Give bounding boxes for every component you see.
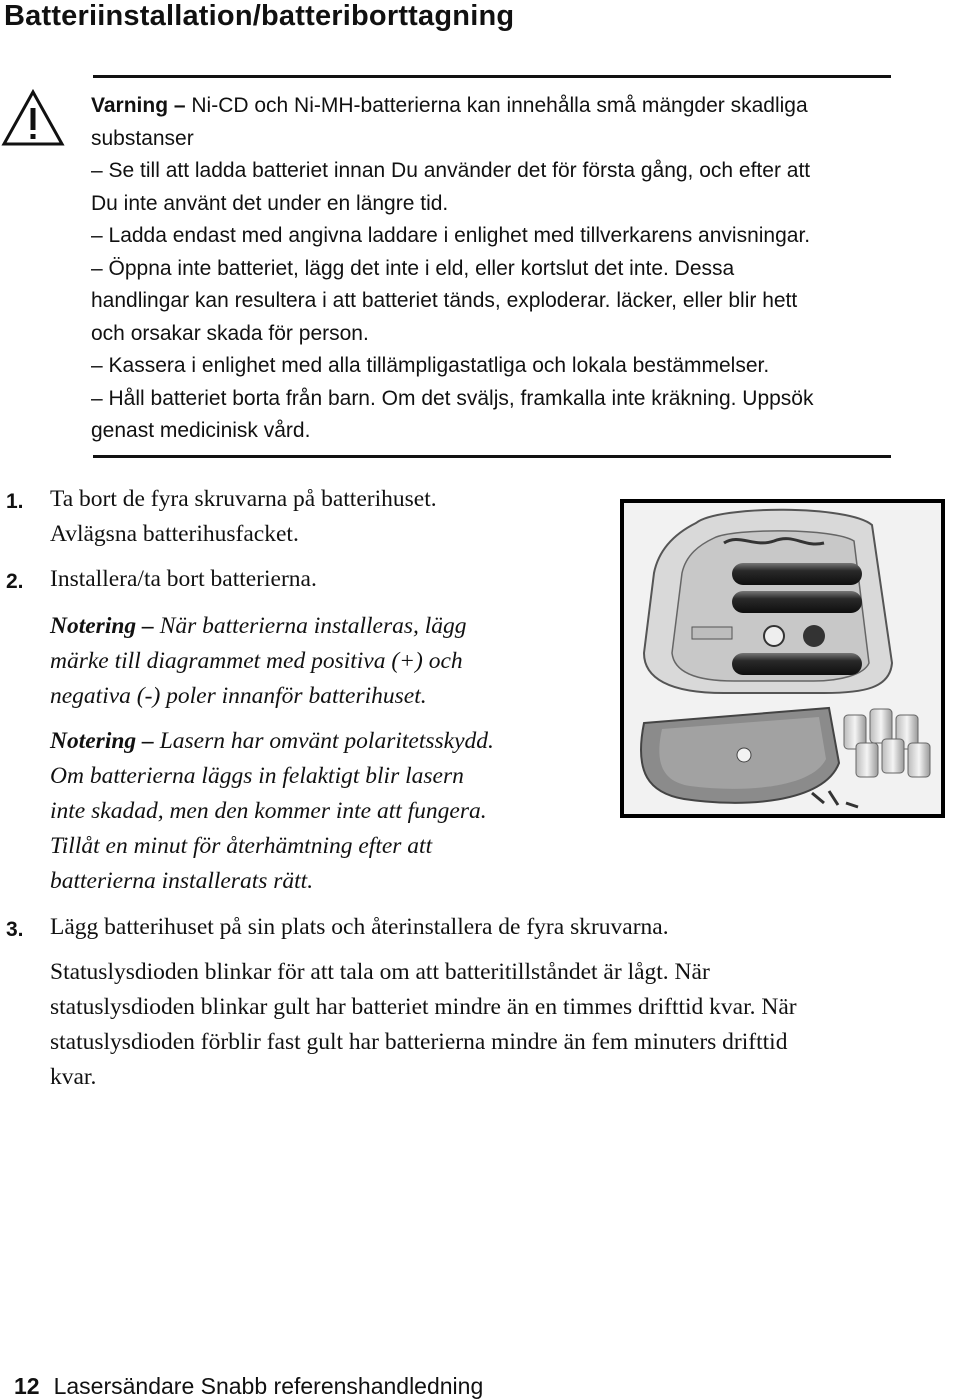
warning-line: – Öppna inte batteriet, lägg det inte i eld, eller kortslut det inte. Dessa: [91, 256, 735, 280]
note-2-line: Tillåt en minut för återhämtning efter att: [50, 833, 433, 859]
warning-line: – Kassera i enlighet med alla tillämpligastatliga och lokala bestämmelser.: [91, 354, 770, 377]
note-2-line: inte skadad, men den kommer inte att fungera.: [50, 798, 487, 824]
status-text: kvar.: [50, 1064, 97, 1090]
note-2-lead: Notering –: [50, 728, 154, 754]
step-2-number: 2.: [6, 570, 24, 593]
step-2-text: Installera/ta bort batterierna.: [50, 566, 317, 592]
note-2-line: batterierna installerats rätt.: [50, 868, 314, 894]
note-2-text: Lasern har omvänt polaritetsskydd.: [159, 728, 494, 754]
warning-line: handlingar kan resultera i att batteriet tänds, exploderar. läcker, eller blir hett: [91, 289, 798, 312]
warning-line: genast medicinisk vård.: [91, 419, 311, 442]
warning-line: substanser: [91, 126, 194, 150]
warning-bottom-rule: [93, 455, 891, 458]
warning-line: och orsakar skada för person.: [91, 321, 369, 345]
warning-line: – Ladda endast med angivna laddare i enlighet med tillverkarens anvisningar.: [91, 224, 811, 247]
note-1-text: När batterierna installeras, lägg: [159, 613, 467, 639]
warning-line: Du inte använt det under en längre tid.: [91, 191, 449, 215]
warning-triangle-icon: [0, 88, 66, 148]
status-text: statuslysdioden förblir fast gult har batterierna mindre än fem minuters drifttid: [50, 1029, 788, 1055]
battery-housing-illustration: [624, 503, 941, 814]
page-title: Batteriinstallation/batteriborttagning: [4, 0, 515, 32]
status-text: Statuslysdioden blinkar för att tala om att batteritillståndet är lågt. När: [50, 959, 710, 985]
page-number: 12: [14, 1373, 40, 1399]
step-3-text: Lägg batterihuset på sin plats och återinstallera de fyra skruvarna.: [50, 914, 669, 940]
status-text: statuslysdioden blinkar gult har batteriet mindre än en timmes drifttid kvar. När: [50, 994, 797, 1020]
warning-line: Ni-CD och Ni-MH-batterierna kan innehålla små mängder skadliga: [191, 94, 808, 117]
step-1-text: Ta bort de fyra skruvarna på batterihuset.: [50, 486, 437, 512]
warning-lead: Varning –: [91, 94, 186, 117]
note-1-line: [50, 613, 467, 640]
battery-compartment-photo: [620, 499, 945, 818]
step-1-number: 1.: [6, 490, 24, 513]
warning-line: – Håll batteriet borta från barn. Om det sväljs, framkalla inte kräkning. Uppsök: [91, 386, 814, 410]
note-1-lead: Notering –: [50, 613, 154, 639]
warning-top-rule: [93, 75, 891, 78]
note-2-line: Om batterierna läggs in felaktigt blir lasern: [50, 763, 464, 789]
note-1-line: negativa (-) poler innanför batterihuset.: [50, 683, 427, 709]
note-2-line: [50, 728, 494, 755]
footer-title: Lasersändare Snabb referenshandledning: [53, 1373, 484, 1399]
page-footer: [14, 1373, 483, 1400]
warning-block: [91, 90, 959, 448]
step-3-number: 3.: [6, 918, 24, 941]
step-1-text: Avlägsna batterihusfacket.: [50, 521, 299, 547]
note-1-line: märke till diagrammet med positiva (+) och: [50, 648, 463, 674]
warning-line: – Se till att ladda batteriet innan Du använder det för första gång, och efter att: [91, 159, 811, 182]
